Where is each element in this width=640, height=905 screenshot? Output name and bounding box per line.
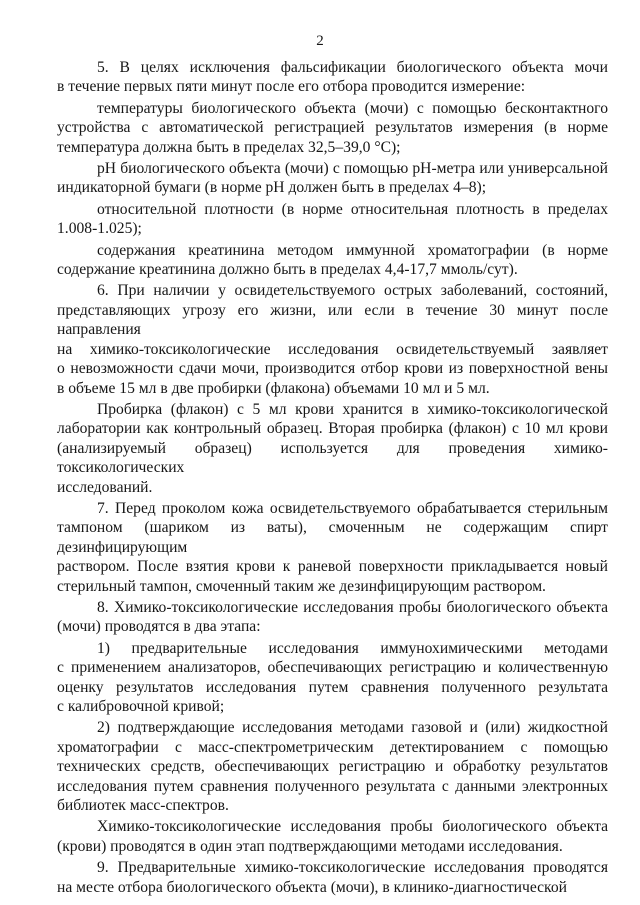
paragraph-line: индикаторной бумаги (в норме рН должен быть в пределах 4–8);	[57, 179, 487, 197]
paragraph-line: устройства с автоматической регистрацией результатов измерения (в норме	[57, 119, 608, 137]
paragraph-line: лаборатории как контрольный образец. Вторая пробирка (флакон) с 10 мл крови	[57, 420, 608, 438]
paragraph-line: Пробирка (флакон) с 5 мл крови хранится в химико-токсикологической	[97, 400, 608, 418]
paragraph	[57, 718, 608, 815]
paragraph-line: относительной плотности (в норме относительная плотность в пределах	[97, 200, 608, 218]
paragraph-line: 8. Химико-токсикологические исследования пробы биологического объекта	[97, 598, 608, 616]
paragraph-line: исследования путем сравнения полученного результата с данными электронных	[57, 777, 608, 795]
paragraph	[57, 58, 608, 97]
paragraph-line: 2) подтверждающие исследования методами газовой и (или) жидкостной	[97, 719, 608, 737]
paragraph-line: с применением анализаторов, обеспечивающих регистрацию и количественную	[57, 659, 608, 677]
paragraph	[57, 400, 608, 497]
paragraph-line: (мочи) проводятся в два этапа:	[57, 618, 261, 636]
paragraph	[57, 598, 608, 637]
paragraph-line: на химико-токсикологические исследования освидетельствуемый заявляет	[57, 340, 608, 358]
paragraph-line: в течение первых пяти минут после его отбора проводится измерение:	[57, 78, 526, 96]
paragraph	[57, 200, 608, 239]
paragraph-line: на месте отбора биологического объекта (мочи), в клинико-диагностической	[57, 878, 567, 896]
paragraph-line: 1) предварительные исследования иммунохимическими методами	[97, 639, 608, 657]
paragraph-line: представляющих угрозу его жизни, или если в течение 30 минут после направления	[57, 301, 608, 339]
page-number: 2	[316, 33, 324, 49]
paragraph	[57, 639, 608, 717]
paragraph	[57, 858, 608, 897]
paragraph	[57, 281, 608, 397]
document-body	[57, 58, 608, 899]
paragraph-line: 7. Перед проколом кожа освидетельствуемого обрабатывается стерильным	[97, 499, 608, 517]
paragraph-line: Химико-токсикологические исследования пробы биологического объекта	[97, 818, 608, 836]
paragraph-line: хроматографии с масс-спектрометрическим детектированием с помощью	[57, 738, 608, 756]
paragraph	[57, 99, 608, 157]
paragraph-line: температура должна быть в пределах 32,5–39,0 °С);	[57, 138, 401, 156]
paragraph-line: стерильный тампон, смоченный таким же дезинфицирующим раствором.	[57, 577, 546, 595]
paragraph-line: библиотек масс-спектров.	[57, 797, 229, 815]
paragraph-line: оценку результатов исследования путем сравнения полученного результата	[57, 678, 608, 696]
paragraph	[57, 241, 608, 280]
paragraph	[57, 499, 608, 596]
paragraph-line: содержание креатинина должно быть в пределах 4,4-17,7 ммоль/сут).	[57, 261, 518, 279]
paragraph-line: рН биологического объекта (мочи) с помощью рН-метра или универсальной	[97, 160, 608, 178]
paragraph-line: 9. Предварительные химико-токсикологические исследования проводятся	[97, 859, 608, 877]
paragraph-line: температуры биологического объекта (мочи) с помощью бесконтактного	[97, 99, 608, 117]
paragraph-line: 6. При наличии у освидетельствуемого острых заболеваний, состояний,	[97, 282, 608, 300]
paragraph-line: исследований.	[57, 478, 153, 496]
paragraph-line: (крови) проводятся в один этап подтверждающими методами исследования.	[57, 837, 563, 855]
paragraph-line: 5. В целях исключения фальсификации биологического объекта мочи	[97, 59, 608, 76]
paragraph-line: о невозможности сдачи мочи, производится отбор крови из поверхностной вены	[57, 360, 608, 378]
paragraph-line: с калибровочной кривой;	[57, 698, 225, 715]
paragraph-line: в объеме 15 мл в две пробирки (флакона) объемами 10 мл и 5 мл.	[57, 379, 490, 397]
paragraph-line: содержания креатинина методом иммунной хроматографии (в норме	[97, 241, 608, 259]
paragraph-line: (анализируемый образец) используется для проведения химико-токсикологических	[57, 439, 608, 477]
paragraph-line: 1.008-1.025);	[57, 220, 142, 238]
paragraph-line: тампоном (шариком из ваты), смоченным не содержащим спирт дезинфицирующим	[57, 519, 608, 556]
paragraph-line: технических средств, обеспечивающих регистрацию и обработку результатов	[57, 758, 608, 776]
paragraph-line: раствором. После взятия крови к раневой поверхности прикладывается новый	[57, 558, 608, 576]
paragraph	[57, 159, 608, 198]
paragraph	[57, 817, 608, 856]
